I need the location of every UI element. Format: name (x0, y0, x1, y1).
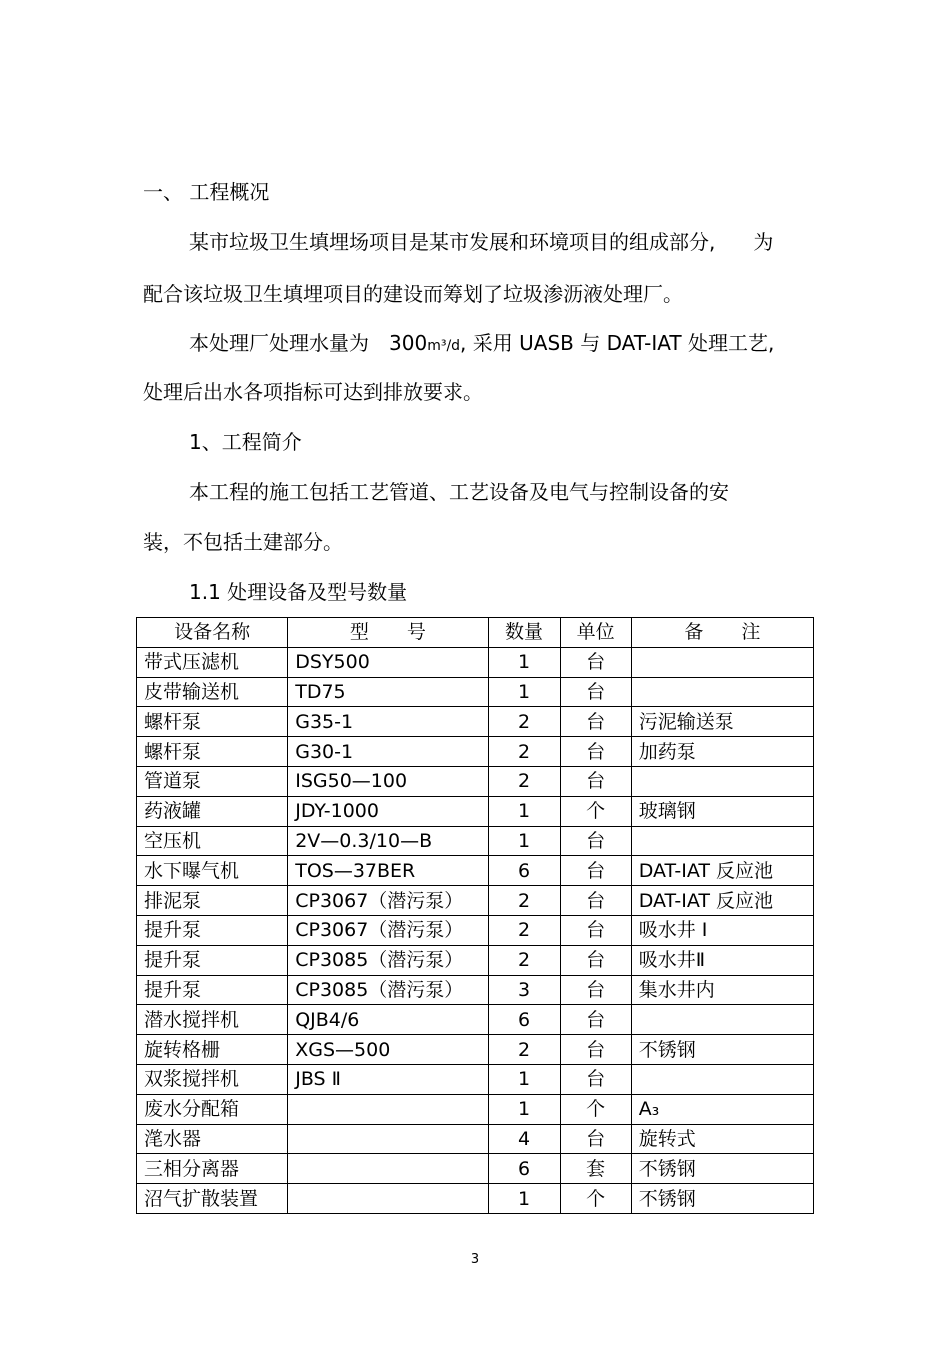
table-row (137, 1124, 814, 1154)
equipment-name-cell: 空压机 (137, 826, 288, 856)
quantity-cell: 2 (488, 707, 560, 737)
paragraph-3-line-1: 本工程的施工包括工艺管道、工艺设备及电气与控制设备的安 (189, 480, 729, 504)
flow-value: 300 (389, 331, 428, 355)
quantity-cell: 6 (488, 856, 560, 886)
remark-cell (631, 1005, 813, 1035)
quantity-cell: 2 (488, 1035, 560, 1065)
table-row (137, 915, 814, 945)
unit-cell: 个 (560, 1184, 631, 1214)
table-row (137, 975, 814, 1005)
equipment-name-cell: 水下曝气机 (137, 856, 288, 886)
model-cell: TOS—37BER (288, 856, 488, 886)
unit-cell: 台 (560, 707, 631, 737)
subsection-title: 1、工程简介 (189, 430, 302, 454)
equipment-name-cell: 提升泵 (137, 915, 288, 945)
paragraph-1-line-1-text: 某市垃圾卫生填埋场项目是某市发展和环境项目的组成部分, (189, 230, 716, 254)
model-cell: DSY500 (288, 647, 488, 677)
model-cell: JBS Ⅱ (288, 1064, 488, 1094)
quantity-cell: 2 (488, 915, 560, 945)
model-cell (288, 1184, 488, 1214)
equipment-name-cell: 皮带输送机 (137, 677, 288, 707)
remark-cell: 吸水井 Ⅰ (631, 915, 813, 945)
equipment-name-cell: 药液罐 (137, 796, 288, 826)
model-cell: ISG50—100 (288, 766, 488, 796)
paragraph-1-line-1 (189, 230, 773, 254)
model-cell: CP3067（潜污泵） (288, 915, 488, 945)
equipment-name-cell: 潜水搅拌机 (137, 1005, 288, 1035)
unit-cell: 台 (560, 677, 631, 707)
model-cell: CP3085（潜污泵） (288, 945, 488, 975)
quantity-cell: 4 (488, 1124, 560, 1154)
equipment-name-cell: 提升泵 (137, 945, 288, 975)
table-row (137, 1154, 814, 1184)
unit-cell: 台 (560, 766, 631, 796)
table-row (137, 647, 814, 677)
quantity-cell: 3 (488, 975, 560, 1005)
equipment-name-cell: 螺杆泵 (137, 737, 288, 767)
unit-cell: 台 (560, 886, 631, 916)
model-cell (288, 1154, 488, 1184)
table-row (137, 1064, 814, 1094)
page-number: 3 (470, 1252, 480, 1267)
unit-cell: 个 (560, 1094, 631, 1124)
remark-cell (631, 647, 813, 677)
table-row (137, 1184, 814, 1214)
unit-cell: 台 (560, 1064, 631, 1094)
equipment-name-cell: 废水分配箱 (137, 1094, 288, 1124)
table-caption: 1.1 处理设备及型号数量 (189, 580, 408, 604)
paragraph-1-line-1-tail: 为 (753, 230, 774, 254)
header-cell: 备 注 (631, 618, 813, 648)
unit-cell: 台 (560, 826, 631, 856)
unit-cell: 台 (560, 1124, 631, 1154)
header-cell: 数量 (488, 618, 560, 648)
model-cell: XGS—500 (288, 1035, 488, 1065)
unit-cell: 台 (560, 1035, 631, 1065)
quantity-cell: 2 (488, 886, 560, 916)
remark-cell: 不锈钢 (631, 1184, 813, 1214)
equipment-name-cell: 双浆搅拌机 (137, 1064, 288, 1094)
quantity-cell: 1 (488, 1184, 560, 1214)
equipment-name-cell: 带式压滤机 (137, 647, 288, 677)
model-cell: G30-1 (288, 737, 488, 767)
quantity-cell: 1 (488, 647, 560, 677)
paragraph-3-line-2: 装，不包括土建部分。 (143, 530, 343, 554)
quantity-cell: 1 (488, 1064, 560, 1094)
remark-cell: DAT-IAT 反应池 (631, 856, 813, 886)
model-cell (288, 1094, 488, 1124)
header-cell: 型 号 (288, 618, 488, 648)
equipment-name-cell: 旋转格栅 (137, 1035, 288, 1065)
quantity-cell: 6 (488, 1005, 560, 1035)
quantity-cell: 1 (488, 796, 560, 826)
table-body (137, 647, 814, 1213)
header-cell: 设备名称 (137, 618, 288, 648)
unit-cell: 台 (560, 945, 631, 975)
model-cell: G35-1 (288, 707, 488, 737)
paragraph-1-line-2: 配合该垃圾卫生填埋项目的建设而筹划了垃圾渗沥液处理厂。 (143, 282, 683, 306)
equipment-name-cell: 提升泵 (137, 975, 288, 1005)
model-cell: CP3067（潜污泵） (288, 886, 488, 916)
quantity-cell: 1 (488, 1094, 560, 1124)
table-row (137, 886, 814, 916)
unit-cell: 台 (560, 975, 631, 1005)
table-row (137, 796, 814, 826)
header-cell: 单位 (560, 618, 631, 648)
flow-unit: m³/d (427, 338, 461, 354)
remark-cell: DAT-IAT 反应池 (631, 886, 813, 916)
equipment-name-cell: 滗水器 (137, 1124, 288, 1154)
equipment-table (136, 617, 814, 1214)
paragraph-2-line-1 (189, 331, 774, 358)
quantity-cell: 1 (488, 826, 560, 856)
quantity-cell: 2 (488, 945, 560, 975)
table-row (137, 737, 814, 767)
table-row (137, 766, 814, 796)
model-cell: QJB4/6 (288, 1005, 488, 1035)
table-row (137, 707, 814, 737)
model-cell (288, 1124, 488, 1154)
table-row (137, 1035, 814, 1065)
equipment-name-cell: 三相分离器 (137, 1154, 288, 1184)
unit-cell: 个 (560, 796, 631, 826)
remark-cell (631, 1064, 813, 1094)
table-row (137, 856, 814, 886)
paragraph-2-lead: 本处理厂处理水量为 (189, 331, 369, 355)
quantity-cell: 1 (488, 677, 560, 707)
quantity-cell: 2 (488, 737, 560, 767)
unit-cell: 台 (560, 915, 631, 945)
remark-cell (631, 826, 813, 856)
table-row (137, 1094, 814, 1124)
remark-cell: 玻璃钢 (631, 796, 813, 826)
unit-cell: 台 (560, 647, 631, 677)
equipment-name-cell: 管道泵 (137, 766, 288, 796)
remark-cell: 集水井内 (631, 975, 813, 1005)
remark-cell: 污泥输送泵 (631, 707, 813, 737)
table-row (137, 945, 814, 975)
table-row (137, 677, 814, 707)
unit-cell: 台 (560, 737, 631, 767)
remark-cell: 旋转式 (631, 1124, 813, 1154)
table-row (137, 1005, 814, 1035)
model-cell: CP3085（潜污泵） (288, 975, 488, 1005)
table-header-row (137, 618, 814, 648)
equipment-name-cell: 螺杆泵 (137, 707, 288, 737)
table-row (137, 826, 814, 856)
model-cell: JDY-1000 (288, 796, 488, 826)
remark-cell (631, 766, 813, 796)
paragraph-2-tail: , 采用 UASB 与 DAT-IAT 处理工艺, (460, 331, 775, 355)
remark-cell: A₃ (631, 1094, 813, 1124)
equipment-name-cell: 排泥泵 (137, 886, 288, 916)
remark-cell (631, 677, 813, 707)
unit-cell: 台 (560, 856, 631, 886)
paragraph-2-line-2: 处理后出水各项指标可达到排放要求。 (143, 380, 483, 404)
remark-cell: 加药泵 (631, 737, 813, 767)
unit-cell: 套 (560, 1154, 631, 1184)
remark-cell: 不锈钢 (631, 1154, 813, 1184)
unit-cell: 台 (560, 1005, 631, 1035)
model-cell: TD75 (288, 677, 488, 707)
quantity-cell: 2 (488, 766, 560, 796)
remark-cell: 不锈钢 (631, 1035, 813, 1065)
section-title: 一、 工程概况 (143, 180, 270, 204)
equipment-name-cell: 沼气扩散装置 (137, 1184, 288, 1214)
model-cell: 2V—0.3/10—B (288, 826, 488, 856)
quantity-cell: 6 (488, 1154, 560, 1184)
remark-cell: 吸水井Ⅱ (631, 945, 813, 975)
